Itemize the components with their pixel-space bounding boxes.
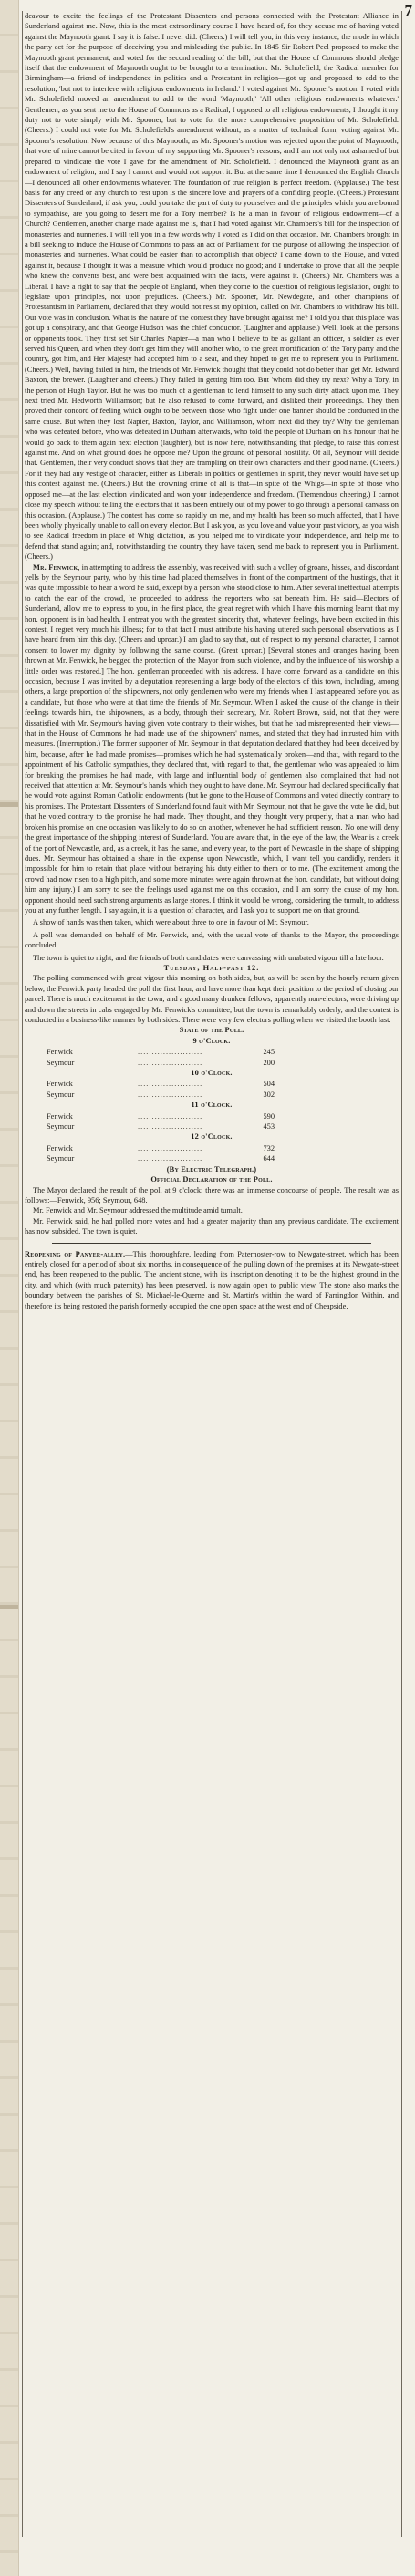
poll-votes: 453 — [263, 1122, 275, 1132]
poll-candidate: Fenwick — [47, 1080, 73, 1089]
poll-intro: The polling commenced with great vigour this morning on both sides, but, as will be seen by the hourly return given below, the Fenwick party headed the poll the first hour, and have more than kept their position to the period of closing our parcel. There is much excitement in the town, and a good many drunken fellows, apparently non-electors, were driving up and down the streets in cabs engaged by Mr. Fenwick's committee, but the town is remarkably orderly, and the contest is conducted in a business-like manner by both sides. There were very few electors polling when we visited the booth last. — [25, 974, 399, 1024]
poll-candidate: Fenwick — [47, 1112, 73, 1121]
poll-time: 11 o'Clock. — [191, 1101, 233, 1110]
poll-row — [47, 1122, 275, 1132]
poll-leader-dots: ....................... — [138, 1143, 203, 1153]
poll-candidate: Seymour — [47, 1058, 75, 1067]
poll-table-wrap — [25, 1036, 399, 1164]
telegraph-heading: (By Electric Telegraph.) — [166, 1164, 257, 1174]
scan-edge-mark — [0, 1605, 18, 1609]
poll-leader-dots: ....................... — [138, 1154, 203, 1164]
scan-edge-mark — [0, 802, 18, 807]
official-paragraph: The Mayor declared the result of the poll at 9 o'clock: there was an immense concourse of people. The result was as follows:—Fenwick, 956; Seymour, 648. — [25, 1185, 399, 1205]
poll-time: 12 o'Clock. — [191, 1133, 233, 1142]
poll-row — [47, 1047, 275, 1057]
poll-candidate: Fenwick — [47, 1143, 73, 1153]
poll-candidate: Seymour — [47, 1122, 75, 1132]
poll-votes: 590 — [263, 1112, 275, 1121]
poll-table — [47, 1112, 275, 1133]
poll-table — [47, 1047, 275, 1068]
speaker-speech: , in attempting to address the assembly, was received with such a volley of groans, hisses, and discordant yells by the Seymour party, who by this time had placed themselves in front of the compartment of the hustings, that it was quite impossible to hear a word he said, except by a person who stood close to him. After several ineffectual attempts to catch the ear of the crowd, he proceeded to address the reporters who sat beneath him. He said—Electors of Sunderland, allow me to express to you, in the first place, the great regret with which I have this morning learnt that my hon. opponent is in bad health. I entreat you with the greatest sincerity that, whatever feelings, have been excited in this contest, I regret very much his illness; for to that fact I must attribute his having uttered such personal observations as I have heard from him this day. (Cheers and uproar.) I am glad to say that, out of respect to my personal character, I cannot consent to lower my dignity by following the same course. (Great uproar.) [Several stones and oranges having been thrown at Mr. Fenwick, he begged the protection of the Mayor from such violence, and by the influence of his worship a little order was restored.] The hon. gentleman proceeded with his address. I have come forward as a candidate on this occasion, because I was invited by a deputation representing a large body of the electors of this town, including, among others, a large proportion of the shipowners, not only gentlemen who were my friends when I last appeared before you as a candidate, but those who were at that time the friends of Mr. Seymour. When I asked the cause of the change in their feelings towards him, the shipowners, as a body, through their secretary, Mr. Robert Brown, said, not that they were dissatisfied with Mr. Seymour's having given vote contrary to their wishes, but that he had misrepresented their views—that in the House of Commons he had made use of the shipowners' names, and stated that they had intrusted him with measures. (Interruption.) The former supporter of Mr. Seymour in that deputation declared that they had been deceived by him, because, after he had made promises—promises which he had systematically broken—and that, with regard to the appointment of his Catholic sympathies, they declared that, with regard to that, the gentleman who was appealed to him for breaking the promises he had made, with large and influential body of gentlemen also complained that had not received that attention at Mr. Seymour's hands which they ought to have done. Mr. Seymour had declared specifically that he would vote against Roman Catholic endowments (but he gone to the House of Commons and voted directly contrary to his promises. The Protestant Dissenters of Sunderland found fault with Mr. Seymour, not that he gave the vote he did, but that he voted contrary to the promise he had made. They thought, and they thought very properly, that a man who had broken his promise on one occasion was likely to do so on another, whenever he had sufficient reason. No one will deny the great importance of the shipping interest of Sunderland. You are aware that, in the eye of the law, the Wear is a creek of the port of Newcastle, and, as a creek, it has the same, and every year, to the port of Newcastle in the shape of shipping dues. Mr. Seymour has obtained a share in the expense upon Newcastle, which, I want tell you candidly, renders it impossible for him to retain that place without betraying his duty either to them or to me. (The excitement among the crowd had now risen to a high pitch, and some more minutes were again thrown at the hon. candidate, but without doing him any injury.) I am sorry to see the feelings used against me on this occasion, and I am sorry the cause of my hon. opponent should need such strong arguments as large stones. I think it would be wrong, considering the tumult, to address you at any further length. I say again, it is a question of character, and I ask you to support me on that ground. — [25, 563, 399, 915]
poll-time: 10 o'Clock. — [191, 1069, 233, 1078]
article-column — [25, 11, 399, 2544]
official-paragraph: Mr. Fenwick and Mr. Seymour addressed the multitude amid tumult. — [33, 1206, 243, 1216]
section-divider — [52, 1243, 371, 1244]
speaker-name: Mr. Fenwick — [33, 563, 78, 572]
column-rule-left — [22, 11, 23, 2537]
official-heading: Official Declaration of the Poll. — [150, 1175, 273, 1185]
poll-votes: 732 — [263, 1143, 275, 1153]
poll-votes: 245 — [263, 1048, 275, 1057]
scan-edge-strip — [0, 0, 19, 2576]
poll-candidate: Seymour — [47, 1154, 75, 1164]
second-article-title: Reopening of Panyer-alley. — [25, 1249, 126, 1258]
poll-row — [47, 1154, 275, 1164]
poll-heading: State of the Poll. — [179, 1026, 244, 1035]
article-paragraph — [25, 563, 399, 916]
poll-votes: 644 — [263, 1154, 275, 1164]
poll-votes: 302 — [263, 1090, 275, 1099]
poll-time: 9 o'Clock. — [192, 1036, 231, 1045]
article-paragraph: A poll was demanded on behalf of Mr. Fenwick, and, with the usual vote of thanks to the Mayor, the proceedings concluded. — [25, 930, 399, 950]
poll-leader-dots: ....................... — [138, 1080, 203, 1089]
column-rule-right — [401, 11, 402, 2537]
poll-leader-dots: ....................... — [138, 1122, 203, 1132]
poll-candidate: Fenwick — [47, 1048, 73, 1057]
poll-row — [47, 1079, 275, 1089]
poll-row — [47, 1143, 275, 1154]
poll-leader-dots: ....................... — [138, 1048, 203, 1057]
poll-votes: 504 — [263, 1080, 275, 1089]
poll-votes: 200 — [263, 1058, 275, 1067]
dateline: Tuesday, Half-past 12. — [163, 963, 260, 972]
second-article — [25, 1249, 399, 1311]
poll-row — [47, 1090, 275, 1100]
poll-leader-dots: ....................... — [138, 1090, 203, 1099]
poll-row — [47, 1112, 275, 1122]
poll-table — [47, 1079, 275, 1100]
article-paragraph: deavour to excite the feelings of the Protestant Dissenters and persons connected with the Protestant Alliance in Sunderland against me. Now, this is the most extraordinary course I have heard of, for they accuse me of having voted against the Maynooth grant. I say it is false. I never did. (Cheers.) I will tell you, in this very instance, the mode in which the party act for the purpose of deceiving you and misleading the public. In 1845 Sir Robert Peel proposed to make the Maynooth grant permanent, and voted for the second reading of the bill; but that the House of Commons should pledge itself that the endowment of Maynooth ought to be brought to a termination. Mr. Scholefield, the Radical member for Birmingham—a friend of independence in politics and a Protestant in religion—got up and proposed to add to the resolution, 'but not to interfere with religious endowments in Ireland.' I voted against Mr. Spooner's motion. I voted with Mr. Scholefield moved an amendment to add to the word 'Maynooth,' 'All other religious endowments whatever.' Gentlemen, as you sent me to the House of Commons as a Radical, I opposed to all religious endowments, I thought it my duty not to vote simply with Mr. Spooner, but to vote for the more comprehensive proposition of Mr. Scholefield. (Cheers.) I could not vote for Mr. Scholefield's amendment without, as a matter of technical form, voting against Mr. Spooner's resolution. Now because of this Maynooth, as Mr. Spooner's motion was rejected upon the point of Maynooth; that vote of mine cannot be cited in favour of my supporting Mr. Spooner's reasons, and I am not only not ashamed of but prepared to vindicate the vote I gave for the amendment of Mr. Scholefield. I denounced the Maynooth grant as an endowment of religion, and I say I cannot and would not support it. But at the same time I denounced the English Church—I denounced all other endowments whatever. The foundation of true religion is perfect freedom. (Applause.) The best basis for any creed or any church to rest upon is the sincere love and prayers of a confiding people. (Cheers.) Protestant Dissenters of Sunderland, if ask you, could you take the part of duty to yourselves and the principles which you are bound to sympathise, are you going to desert me for a Tory member? Is he a man in favour of religious endowment—of a Church? Gentlemen, another charge made against me is, that I had voted against Mr. Chambers's bill for the inspection of monasteries and nunneries. I will tell you in a few words why I voted as I did on that occasion. Mr. Chambers brought in a bill seeking to induce the House of Commons to pass an act of Parliament for the purpose of allowing the inspection of monasteries and nunneries. What could be easier than to accomplish that object? I came down to the House, and voted against it, because I thought it was a measure which would produce no good; and I undertake to prove that all the people who knew the convents best, and were best acquainted with the facts, were against it. (Cheers.) Mr. Chambers was a Liberal. I have a right to say that the people of England, when they come to the question of religious legislation, ought to legislate upon principles, not upon prejudices. (Cheers.) Mr. Spooner, Mr. Newdegate, and other champions of Protestantism in Parliament, declared that they would not resist my opinion, called on Mr. Chambers to withdraw his bill. Our vote was in conclusion. What is the nature of the contest they have brought against me? I told you that this place was got up a conspiracy, and that George Hudson was the chief conductor. (Laughter and applause.) Well, look at the persons or opponents took. They first set Sir Charles Napier—a man who I believe to be as gallant an officer, a soldier as ever served his Queen, and when they don't get him they will another who, to the great mortification of the Tory party and the country, got him, and Her Majesty had accepted him to a seat, and they hoped to get me to represent you in Parliament. (Cheers.) Well, having failed in him, the friends of Mr. Fenwick thought that they could not do better than get Mr. Edward Baxton, the brewer. (Laughter and cheers.) They failed in getting him too. But 'whom did they try next? Why a Tory, in the person of Hugh Taylor. But he was too much of a gentleman to lend himself to any such dirty attack upon me. They next tried Mr. Hedworth Williamson; but he also refused to come forward, and disliked their proceedings. They then proved their concord of feeling which ought to be between those who fight under one banner should be conducted in the same cause. But when they lost Napier, Baxton, Taylor, and Williamson, whom next did they try? Why the gentleman who was defeated before, who was defeated in Durham afterwards, who told the people of Durham on his honour that he would go back to them again next election (laughter), but is now here, notwithstanding that pledge, to raise this contest against me. And on what ground does he oppose me? Upon the ground of personal hostility. Of all, Seymour will decide that. Gentlemen, their very conduct shows that they are trampling on their own characters and their good name. (Cheers.) For if they had any vestige of character, either as Liberals in politics or gentlemen in spirit, they never would have set up this contest against me. (Cheers.) But the crowning crime of all is that—in spite of the Whigs—in spite of those who opposed me—at the last election vindicated and won your independence and freedom. (Tremendous cheering.) I cannot close my speech without telling the electors that it has been entirely out of my power to go through a personal canvass on this occasion. (Applause.) The contest has come so rapidly on me, and my health has been so much affected, that I have been wholly physically unable to call on every elector. But I ask you, as you love and value your past victory, as you wish to see Radical freedom in place of Whig dictation, as you helped me to vindicate your independence, and help me to defend that stand again; and, notwithstanding the country they have taken, send me back to represent you in Parliament. (Cheers.) — [25, 12, 399, 562]
article-paragraph: The town is quiet to night, and the friends of both candidates were canvassing with unabated vigour till a late hour. — [33, 953, 384, 962]
second-article-body: —This thoroughfare, leading from Paternoster-row to Newgate-street, which has been entirely closed for a period of about six months, in consequence of the pulling down of the premises at its Newgate-street end, has been reopened to the public. The ancient stone, with its inscription denoting it to be the highest ground in the city, and which (with much paternity) has been preserved, is now again open to public view. The stone also marks the boundary between the parishes of St. Michael-le-Querne and St. Martin's within the ward of Farringdon Within, and therefore its being restored the parish formerly occupied the one open space at the west end of Cheapside. — [25, 1249, 399, 1310]
poll-candidate: Seymour — [47, 1090, 75, 1099]
official-paragraph: Mr. Fenwick said, he had polled more votes and had a greater majority than any previous candidate. The excitement has now subsided. The town is quiet. — [25, 1216, 399, 1236]
page-number: 7 — [404, 2, 412, 19]
poll-table — [47, 1143, 275, 1164]
poll-leader-dots: ....................... — [138, 1058, 203, 1067]
poll-leader-dots: ....................... — [138, 1112, 203, 1121]
article-paragraph: A show of hands was then taken, which were about three to one in favour of Mr. Seymour. — [33, 918, 309, 927]
poll-row — [47, 1058, 275, 1068]
